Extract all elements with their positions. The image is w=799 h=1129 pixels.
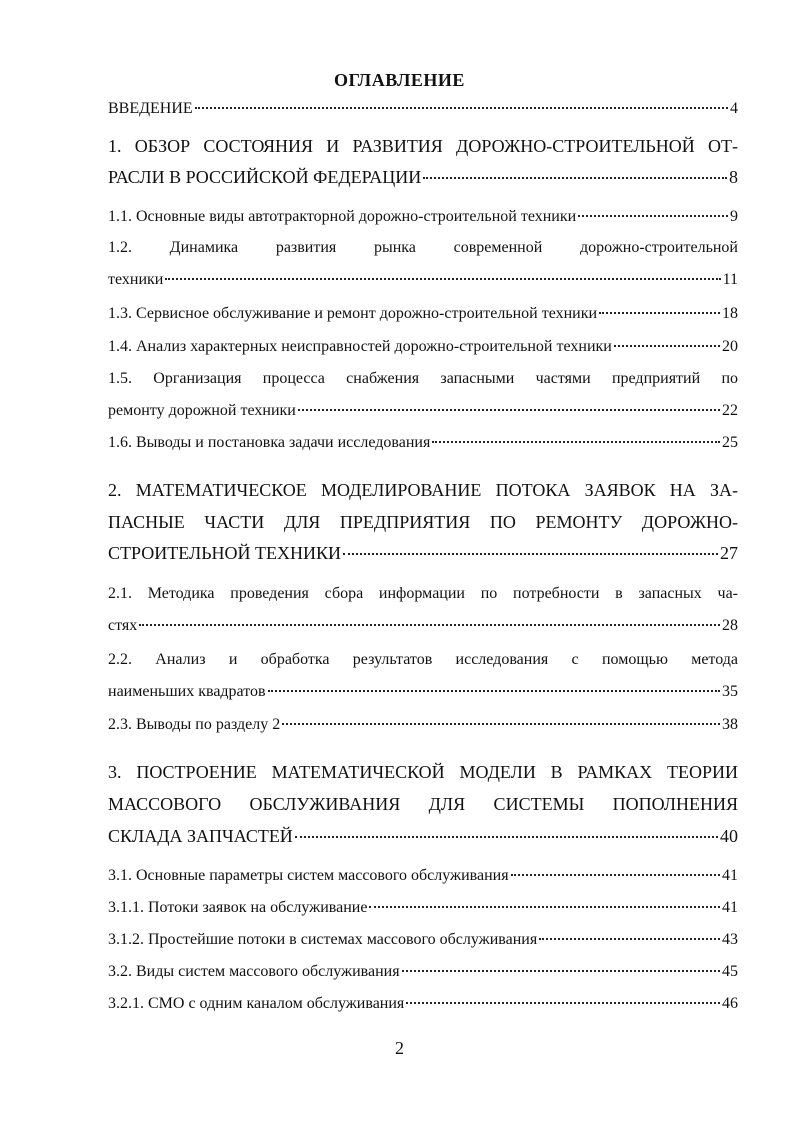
toc-entry-title: РАСЛИ В РОССИЙСКОЙ ФЕДЕРАЦИИ xyxy=(108,167,422,187)
toc-entry-title: 1.3. Сервисное обслуживание и ремонт дорожно-строительной техники xyxy=(108,305,598,322)
toc-entry-2-3[interactable] xyxy=(108,716,738,734)
toc-entry-page: 20 xyxy=(722,338,738,355)
toc-entry-3-2[interactable] xyxy=(108,963,738,981)
toc-entry-title: 1.4. Анализ характерных неисправностей дорожно-строительной техники xyxy=(108,338,612,355)
dot-leader xyxy=(369,906,720,908)
toc-entry-page: 18 xyxy=(722,305,738,322)
dot-leader xyxy=(268,690,720,692)
toc-entry-title: 3.1.1. Потоки заявок на обслуживание xyxy=(108,899,368,916)
toc-entry-1-2-line1[interactable]: 1.2. Динамика развития рынка современной дорожно-строительной xyxy=(108,239,738,256)
toc-entry-3-1-2[interactable] xyxy=(108,931,738,949)
toc-entry-page: 46 xyxy=(722,995,738,1012)
toc-entry-1-6[interactable] xyxy=(108,434,738,452)
dot-leader xyxy=(295,836,718,838)
dot-leader xyxy=(343,553,718,555)
toc-entry-page: 43 xyxy=(722,931,738,948)
toc-entry-page: 9 xyxy=(730,208,738,225)
toc-entry-title: 1.1. Основные виды автотракторной дорожно-строительной техники xyxy=(108,208,577,225)
dot-leader xyxy=(539,938,720,940)
toc-entry-title: СКЛАДА ЗАПЧАСТЕЙ xyxy=(108,826,293,846)
toc-entry-2-2[interactable] xyxy=(108,683,738,701)
dot-leader xyxy=(614,345,720,347)
toc-entry-page: 41 xyxy=(722,867,738,884)
toc-entry-title: СТРОИТЕЛЬНОЙ ТЕХНИКИ xyxy=(108,543,342,563)
toc-entry-1-3[interactable] xyxy=(108,305,738,323)
toc-chapter-2[interactable] xyxy=(108,543,738,564)
dot-leader xyxy=(282,723,720,725)
toc-entry-1-4[interactable] xyxy=(108,338,738,356)
dot-leader xyxy=(406,1002,720,1004)
toc-entry-title: ВВЕДЕНИЕ xyxy=(108,100,193,117)
toc-entry-3-1[interactable] xyxy=(108,867,738,885)
dot-leader xyxy=(195,107,728,109)
toc-entry-2-1[interactable] xyxy=(108,617,738,635)
toc-chapter-3-line1[interactable]: 3. ПОСТРОЕНИЕ МАТЕМАТИЧЕСКОЙ МОДЕЛИ В РАМКАХ ТЕОРИИ xyxy=(108,762,738,782)
toc-entry-title: 1.6. Выводы и постановка задачи исследования xyxy=(108,434,431,451)
toc-chapter-3[interactable] xyxy=(108,826,738,847)
toc-entry-page: 41 xyxy=(722,899,738,916)
toc-chapter-2-line1[interactable]: 2. МАТЕМАТИЧЕСКОЕ МОДЕЛИРОВАНИЕ ПОТОКА ЗАЯВОК НА ЗА- xyxy=(108,480,738,500)
toc-entry-page: 28 xyxy=(722,617,738,634)
dot-leader xyxy=(298,409,720,411)
toc-entry-title: 3.1.2. Простейшие потоки в системах массового обслуживания xyxy=(108,931,538,948)
toc-entry-1-5[interactable] xyxy=(108,402,738,420)
toc-entry-page: 38 xyxy=(722,716,738,733)
dot-leader xyxy=(165,278,720,280)
dot-leader xyxy=(599,312,720,314)
toc-entry-page: 27 xyxy=(720,543,738,563)
page-number: 2 xyxy=(395,1038,404,1058)
toc-entry-page: 11 xyxy=(722,271,738,288)
toc-chapter-3-line2[interactable]: МАССОВОГО ОБСЛУЖИВАНИЯ ДЛЯ СИСТЕМЫ ПОПОЛНЕНИЯ xyxy=(108,794,738,814)
toc-entry-page: 4 xyxy=(730,100,738,117)
toc-entry-page: 22 xyxy=(722,402,738,419)
dot-leader xyxy=(402,970,720,972)
toc-entry-page: 45 xyxy=(722,963,738,980)
toc-entry-3-2-1[interactable] xyxy=(108,995,738,1013)
toc-entry-page: 35 xyxy=(722,683,738,700)
dot-leader xyxy=(423,177,727,179)
dot-leader xyxy=(139,624,720,626)
toc-chapter-1-line1[interactable]: 1. ОБЗОР СОСТОЯНИЯ И РАЗВИТИЯ ДОРОЖНО-СТРОИТЕЛЬНОЙ ОТ- xyxy=(108,136,738,156)
dot-leader xyxy=(432,441,720,443)
toc-entry-title: 3.2. Виды систем массового обслуживания xyxy=(108,963,400,980)
toc-entry-title: ремонту дорожной техники xyxy=(108,402,296,419)
dot-leader xyxy=(511,874,720,876)
toc-entry-title: 3.2.1. СМО с одним каналом обслуживания xyxy=(108,995,405,1012)
toc-entry-title: стях xyxy=(108,617,138,634)
toc-entry-2-1-line1[interactable]: 2.1. Методика проведения сбора информации по потребности в запасных ча- xyxy=(108,585,738,602)
page-title: ОГЛАВЛЕНИЕ xyxy=(334,70,465,90)
dot-leader xyxy=(578,215,728,217)
toc-entry-2-2-line1[interactable]: 2.2. Анализ и обработка результатов исследования с помощью метода xyxy=(108,651,738,668)
toc-chapter-2-line2[interactable]: ПАСНЫЕ ЧАСТИ ДЛЯ ПРЕДПРИЯТИЯ ПО РЕМОНТУ ДОРОЖНО- xyxy=(108,512,738,532)
toc-entry-title: техники xyxy=(108,271,164,288)
toc-entry-page: 8 xyxy=(729,167,738,187)
toc-entry-1-5-line1[interactable]: 1.5. Организация процесса снабжения запасными частями предприятий по xyxy=(108,370,738,387)
toc-entry-intro[interactable] xyxy=(108,100,738,118)
toc-entry-page: 40 xyxy=(720,826,738,846)
toc-chapter-1[interactable] xyxy=(108,167,738,188)
toc-entry-title: 2.3. Выводы по разделу 2 xyxy=(108,716,281,733)
toc-entry-page: 25 xyxy=(722,434,738,451)
toc-entry-title: 3.1. Основные параметры систем массового обслуживания xyxy=(108,867,509,884)
toc-entry-1-2[interactable] xyxy=(108,271,738,289)
toc-entry-3-1-1[interactable] xyxy=(108,899,738,917)
toc-entry-1-1[interactable] xyxy=(108,208,738,226)
toc-entry-title: наименьших квадратов xyxy=(108,683,266,700)
